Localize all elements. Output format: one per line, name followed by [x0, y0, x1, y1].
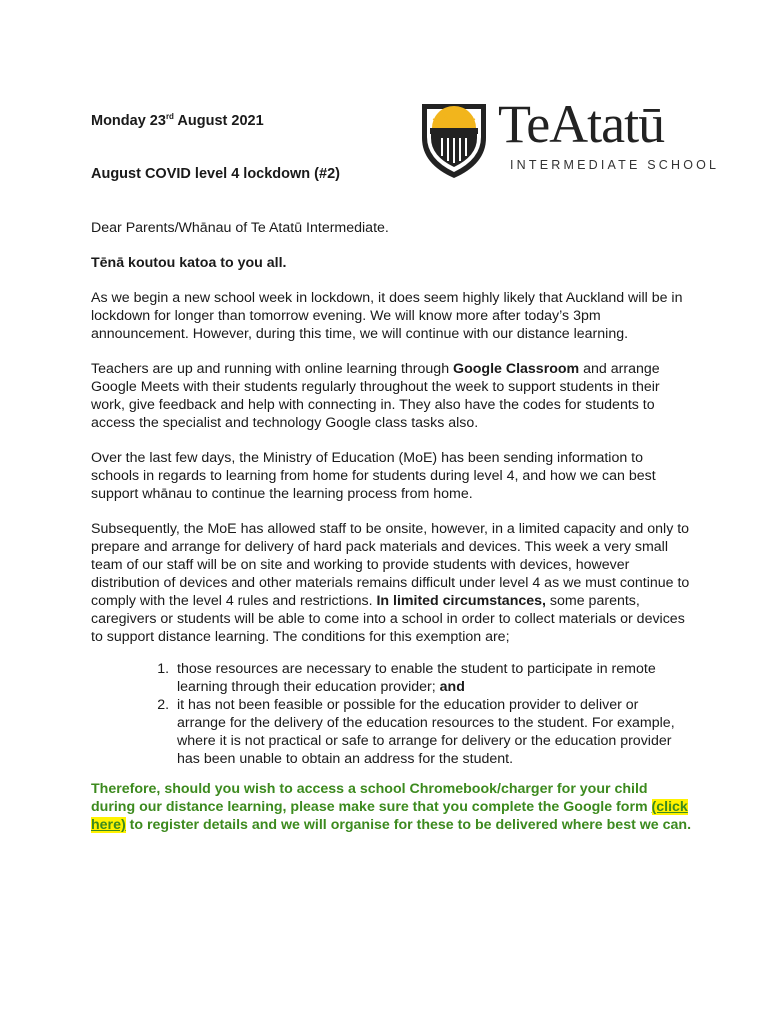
greeting: Tēnā koutou katoa to you all. — [91, 255, 287, 271]
paragraph-lockdown: As we begin a new school week in lockdown, it does seem highly likely that Auckland will be in lockdown for longer than tomorrow evening. We will know more after today’s 3pm announcement. However, during this time, we will continue with our distance learning. — [91, 290, 683, 342]
paragraph-moe: Over the last few days, the Ministry of Education (MoE) has been sending information to schools in regards to learning from home for students during level 4, and how we can best support whānau to continue the learning process from home. — [91, 450, 656, 502]
exemption-conditions-list — [91, 660, 691, 768]
letter-date — [91, 112, 264, 129]
date-ordinal: rd — [165, 112, 174, 121]
logo-school-name: INTERMEDIATE SCHOOL — [510, 158, 720, 172]
google-form-link[interactable]: (click here) — [91, 799, 688, 833]
salutation: Dear Parents/Whānau of Te Atatū Intermediate. — [91, 220, 389, 236]
date-day: Monday 23 — [91, 113, 166, 129]
condition-item: 2. it has not been feasible or possible for the education provider to deliver or arrange for the delivery of the education resources to the student. For example, where it is not practical or safe to arrange for delivery or the education provider has been unable to obtain an address for the student. — [173, 696, 691, 768]
condition-item: 1. those resources are necessary to enable the student to participate in remote learning through their education provider; and — [173, 660, 691, 696]
school-logo — [418, 94, 720, 180]
logo-wordmark: TeAtatū — [498, 94, 665, 154]
school-crest-icon — [418, 100, 490, 180]
limited-circumstances-text: In limited circumstances, — [376, 593, 546, 609]
google-classroom-text: Google Classroom — [453, 361, 580, 377]
closing-paragraph: Therefore, should you wish to access a school Chromebook/charger for your child during our distance learning, please make sure that you complete the Google form (click here) to register details and we will organise for these to be delivered where best we can. — [91, 781, 692, 833]
letter-subject: August COVID level 4 lockdown (#2) — [91, 166, 340, 182]
paragraph-teachers: Teachers are up and running with online learning through Google Classroom and arrange Google Meets with their students regularly throughout the week to support students in their work, give feedback and help with connecting in. They also have the codes for students to access the specialist and technology Google class tasks also. — [91, 361, 660, 431]
date-month-year: August 2021 — [173, 113, 264, 129]
letter-body — [91, 219, 691, 851]
paragraph-onsite: Subsequently, the MoE has allowed staff to be onsite, however, in a limited capacity and only to prepare and arrange for delivery of hard pack materials and devices. This week a very small team of our staff will be on site and working to provide students with devices, however distribution of devices and other materials remains difficult under level 4 as we must continue to comply with the level 4 rules and restrictions. In limited circumstances, some parents, caregivers or students will be able to come into a school in order to collect materials or devices to support distance learning. The conditions for this exemption are; — [91, 521, 690, 645]
